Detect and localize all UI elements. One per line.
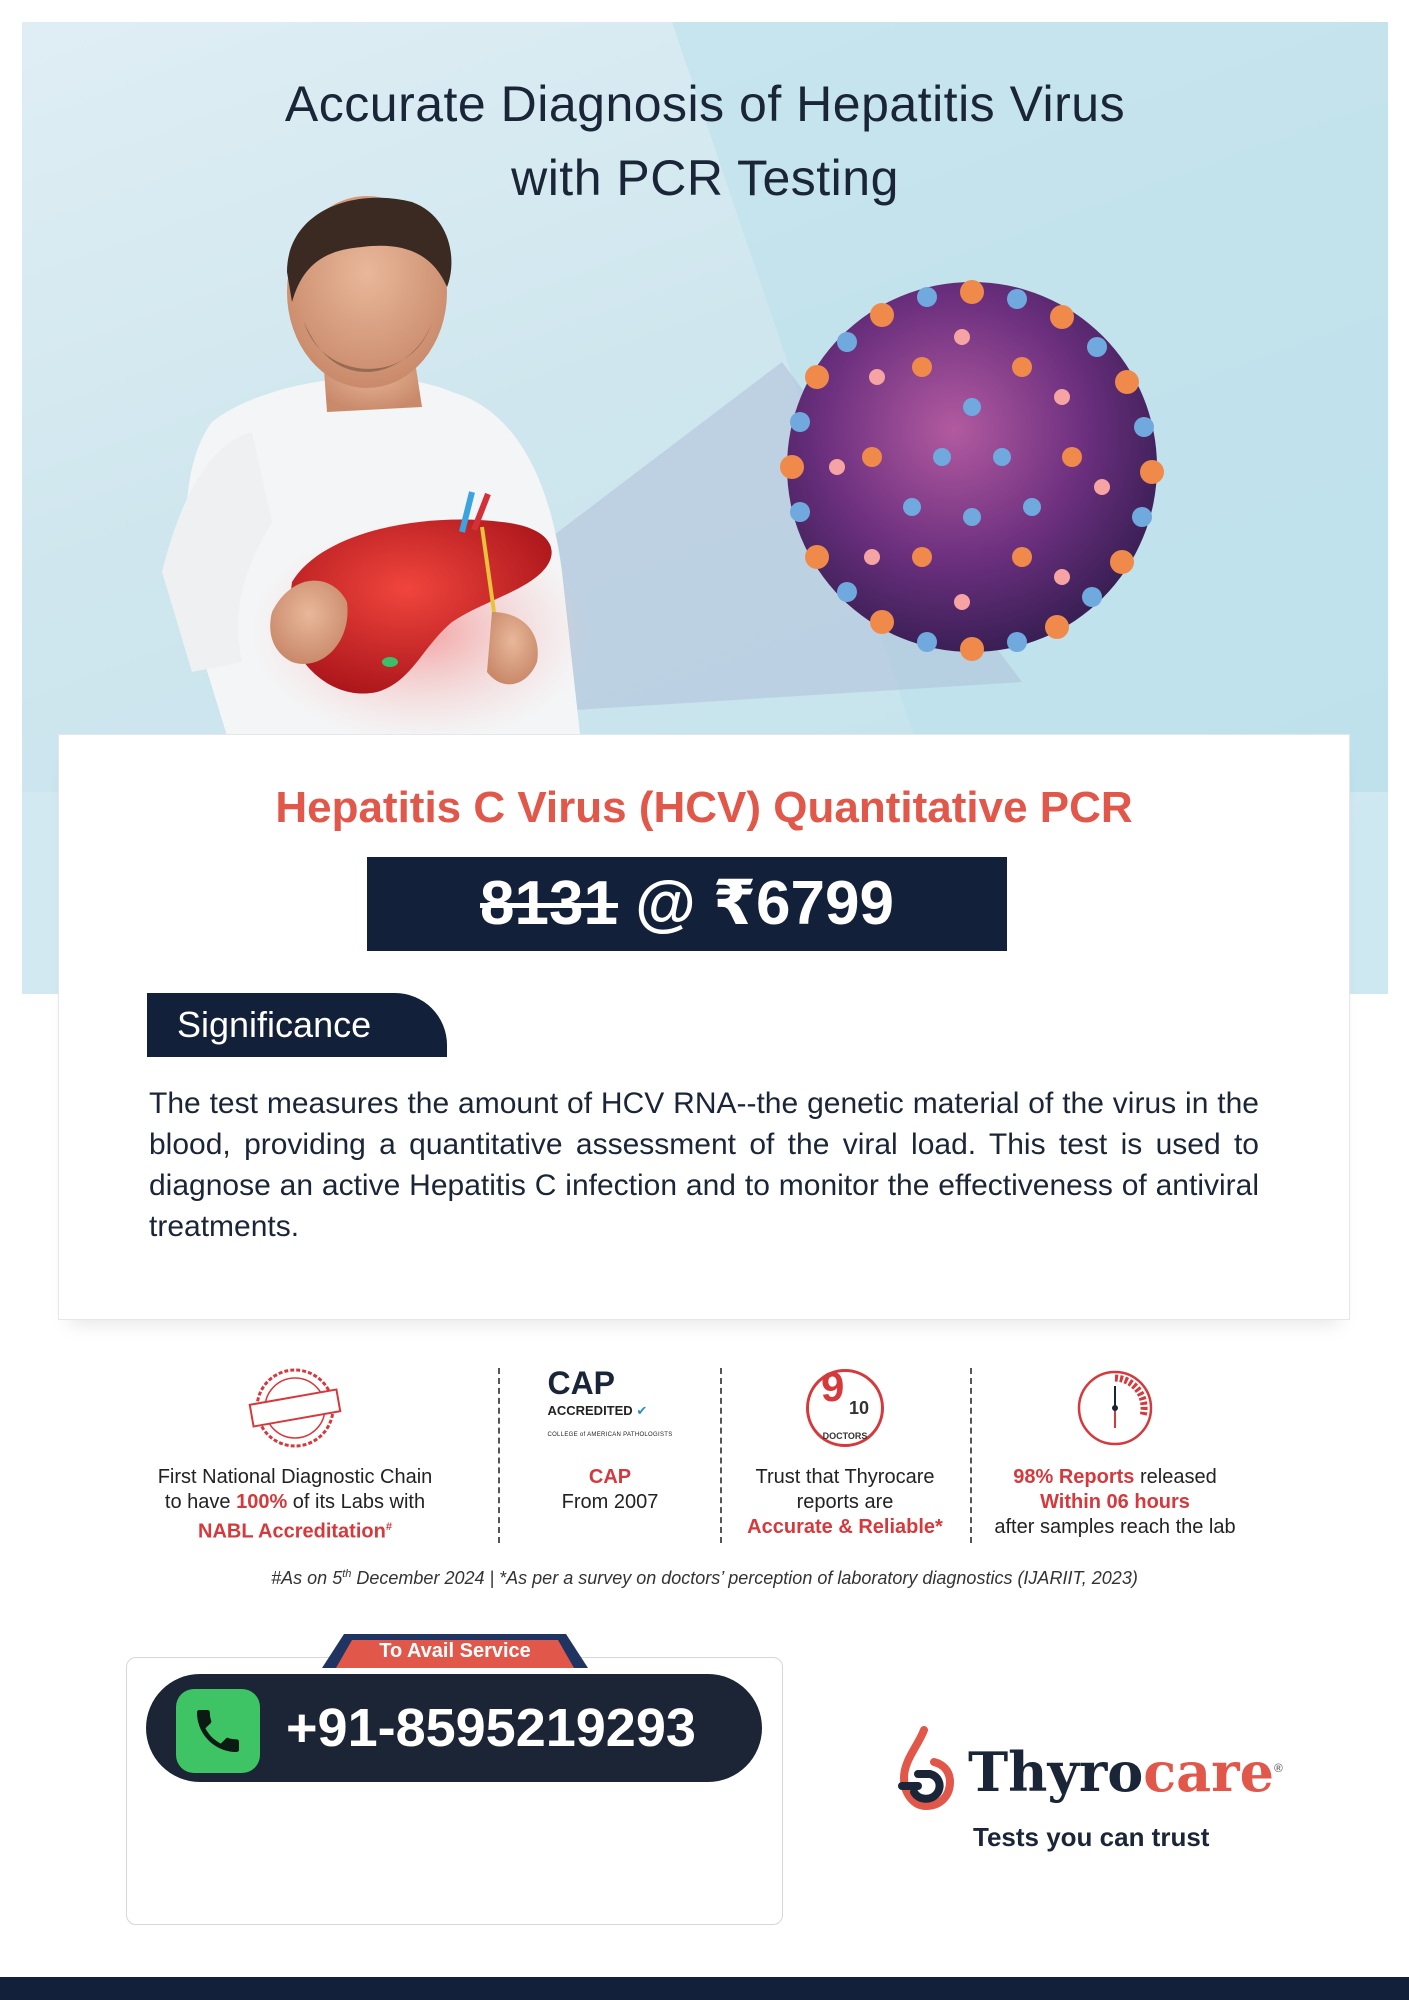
- doctors-trust-badge: [730, 1360, 960, 1455]
- man-with-liver-illustration: [122, 192, 682, 752]
- footnote: #As on 5th December 2024 | *As per a survey on doctors’ perception of laboratory diagnostics (IJARIIT, 2023): [271, 1568, 1138, 1588]
- checkmark-icon: ✔: [636, 1402, 648, 1418]
- thyrocare-brand: [888, 1722, 1308, 1862]
- feature-divider: [720, 1368, 722, 1543]
- feature-turnaround: [980, 1360, 1250, 1550]
- feature-nabl-line-1: First National Diagnostic Chain: [157, 1466, 433, 1488]
- features-row: [130, 1360, 1280, 1550]
- hero-title-line-2: with PCR Testing: [511, 150, 899, 206]
- significance-text: The test measures the amount of HCV RNA--the genetic material of the virus in the blood, providing a quantitative assessment of the viral load. This test is used to diagnose an active Hepatitis C infection and to monitor the effectiveness of antiviral treatments.: [149, 1087, 1259, 1243]
- original-price: 8131: [480, 869, 618, 938]
- feature-nabl: [130, 1360, 460, 1550]
- feature-divider: [498, 1368, 500, 1543]
- bottom-bar: [0, 1977, 1409, 2000]
- feature-doctors-line-1: Trust that Thyrocare: [755, 1466, 935, 1488]
- phone-number: +91-8595219293: [286, 1698, 696, 1758]
- brand-name: Thyrocare®: [968, 1740, 1283, 1804]
- feature-nabl-line-2: to have 100% of its Labs with: [164, 1491, 426, 1513]
- offer-price: ₹6799: [712, 869, 894, 938]
- hero-title-line-1: Accurate Diagnosis of Hepatitis Virus: [284, 76, 1126, 132]
- feature-divider: [970, 1368, 972, 1543]
- feature-turnaround-line-3: after samples reach the lab: [994, 1516, 1236, 1538]
- accredited-labs-stamp-icon: [130, 1360, 460, 1455]
- significance-tab: [147, 993, 447, 1057]
- feature-turnaround-line-1: 98% Reports released: [1013, 1466, 1217, 1488]
- cap-accredited-logo: [510, 1360, 710, 1455]
- price-box: [367, 857, 1007, 951]
- feature-turnaround-line-2: Within 06 hours: [1040, 1491, 1190, 1513]
- badge-ten: 10: [849, 1397, 870, 1418]
- cap-logo-subtitle: ACCREDITED ✔: [547, 1402, 648, 1418]
- badge-nine: 9: [821, 1362, 845, 1410]
- feature-cap-line-2: From 2007: [561, 1491, 659, 1513]
- cap-logo-college: COLLEGE of AMERICAN PATHOLOGISTS: [547, 1431, 673, 1438]
- feature-doctors-line-3: Accurate & Reliable*: [747, 1516, 943, 1538]
- badge-doctors-label: DOCTORS: [822, 1430, 868, 1441]
- hepatitis-virus-illustration: [762, 257, 1182, 677]
- test-name: Hepatitis C Virus (HCV) Quantitative PCR: [275, 783, 1133, 832]
- feature-doctors: [730, 1360, 960, 1550]
- test-info-card: [58, 734, 1350, 1320]
- thyrocare-logo-icon: [888, 1726, 962, 1816]
- feature-cap-line-1: CAP: [588, 1466, 632, 1488]
- price-separator: @: [617, 869, 713, 938]
- significance-label: Significance: [177, 1004, 372, 1045]
- feature-cap: [510, 1360, 710, 1550]
- feature-nabl-line-3: NABL Accreditation#: [198, 1520, 392, 1543]
- stopwatch-icon: [980, 1360, 1250, 1455]
- feature-doctors-line-2: reports are: [796, 1491, 894, 1513]
- avail-service-label: To Avail Service: [379, 1640, 531, 1662]
- phone-number-button[interactable]: [146, 1674, 762, 1782]
- phone-icon: [176, 1689, 260, 1773]
- brand-tagline: Tests you can trust: [973, 1822, 1210, 1852]
- cap-logo-title: CAP: [547, 1364, 616, 1401]
